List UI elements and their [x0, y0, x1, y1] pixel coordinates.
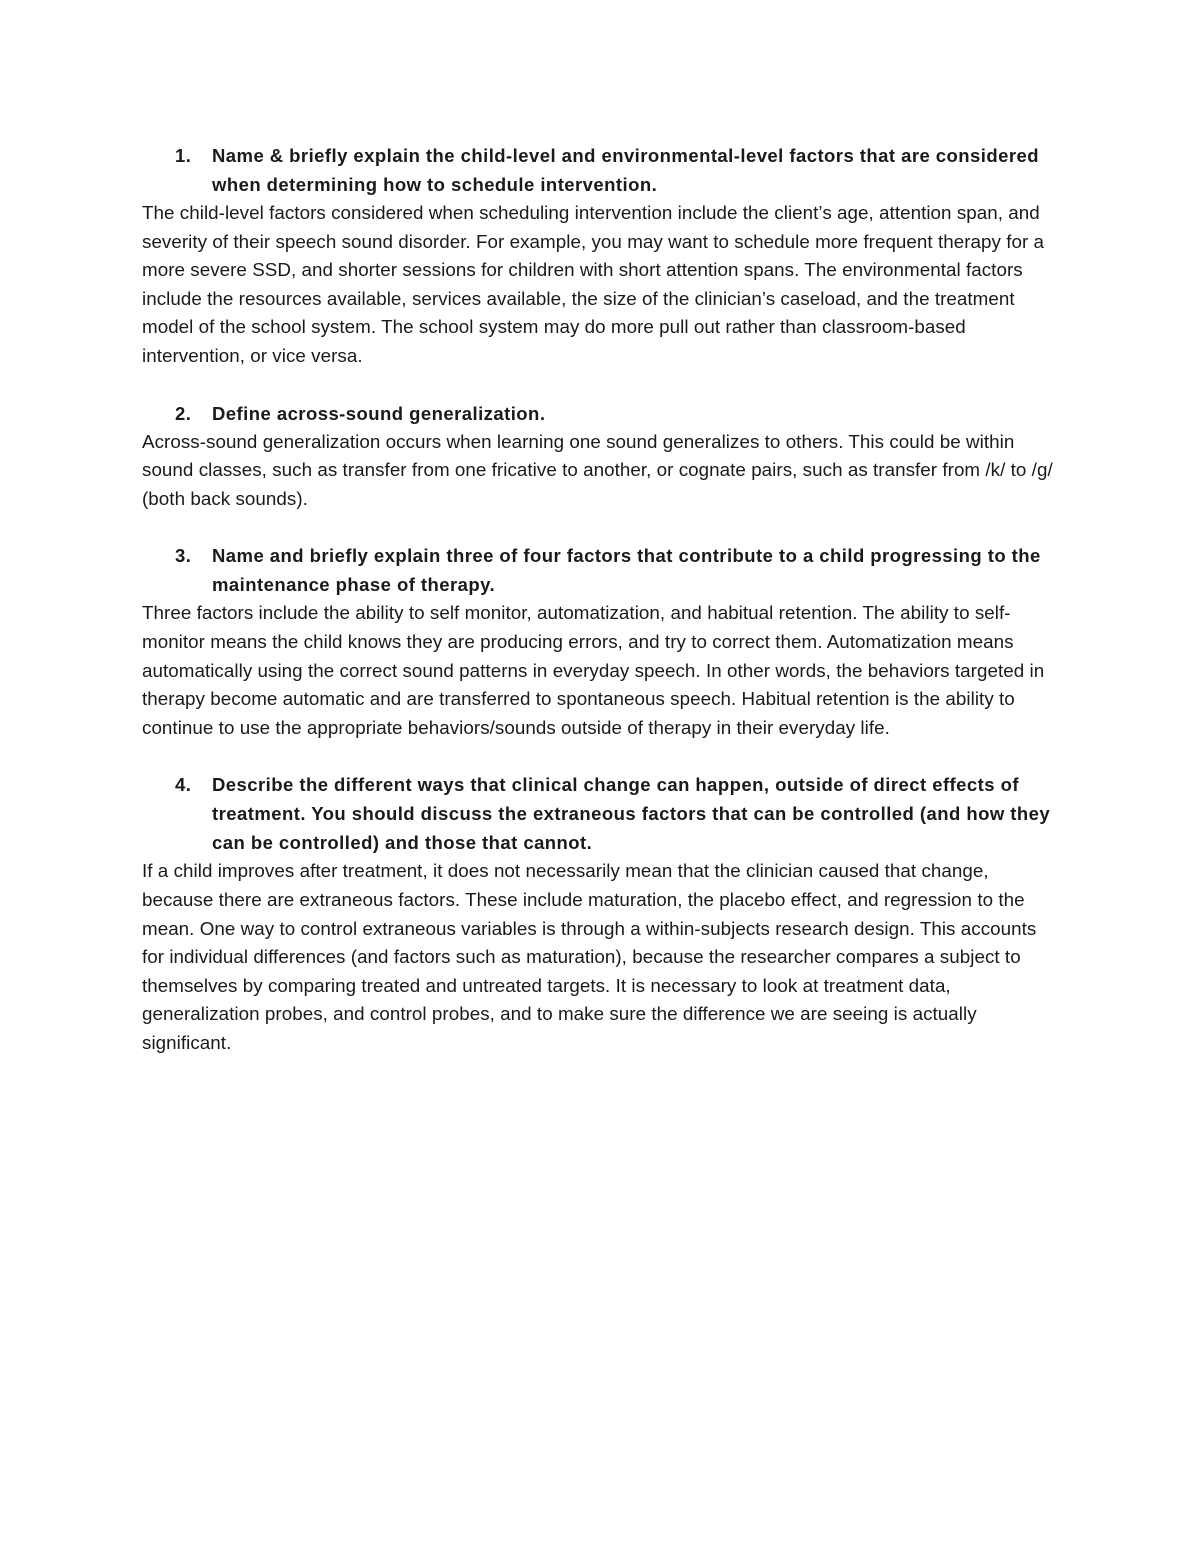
qa-item-2	[142, 399, 1062, 514]
document-body	[142, 141, 1062, 1085]
answer-text: The child-level factors considered when scheduling intervention include the client’s age, attention span, and severity of their speech sound disorder. For example, you may want to schedule more frequent therapy for a more severe SSD, and shorter sessions for children with short attention spans. The environmental factors include the resources available, services available, the size of the clinician’s caseload, and the treatment model of the school system. The school system may do more pull out rather than classroom-based intervention, or vice versa.	[142, 202, 1045, 366]
question-number: 4.	[175, 774, 192, 796]
question-text: Describe the different ways that clinical change can happen, outside of direct effects of treatment. You should discuss the extraneous factors that can be controlled (and how they can be controlled) and those that cannot.	[212, 774, 1051, 854]
question-text: Define across-sound generalization.	[212, 402, 546, 424]
question-heading	[142, 770, 1062, 857]
question-text: Name & briefly explain the child-level and environmental-level factors that are considered when determining how to schedule intervention.	[212, 145, 1039, 195]
answer-text: Three factors include the ability to self monitor, automatization, and habitual retention. The ability to self-monitor means the child knows they are producing errors, and try to correct them. Automatization means automatically using the correct sound patterns in everyday speech. In other words, the behaviors targeted in therapy become automatic and are transferred to spontaneous speech. Habitual retention is the ability to continue to use the appropriate behaviors/sounds outside of therapy in their everyday life.	[142, 602, 1045, 738]
qa-item-4	[142, 770, 1062, 1057]
question-text: Name and briefly explain three of four factors that contribute to a child progressing to the maintenance phase of therapy.	[212, 545, 1041, 596]
question-heading	[142, 541, 1062, 599]
answer-text: If a child improves after treatment, it does not necessarily mean that the clinician caused that change, because there are extraneous factors. These include maturation, the placebo effect, and regression to the mean. One way to control extraneous variables is through a within-subjects research design. This accounts for individual differences (and factors such as maturation), because the researcher compares a subject to themselves by comparing treated and untreated targets. It is necessary to look at treatment data, generalization probes, and control probes, and to make sure the difference we are seeing is actually significant.	[142, 860, 1037, 1053]
question-number: 1.	[175, 145, 192, 166]
question-number: 2.	[175, 402, 192, 424]
qa-item-3	[142, 541, 1062, 742]
question-number: 3.	[175, 545, 192, 567]
question-heading	[142, 399, 1062, 428]
answer-text: Across-sound generalization occurs when learning one sound generalizes to others. This could be within sound classes, such as transfer from one fricative to another, or cognate pairs, such as transfer from /k/ to /g/ (both back sounds).	[142, 430, 1053, 509]
qa-item-1	[142, 141, 1062, 371]
question-heading	[142, 141, 1062, 199]
